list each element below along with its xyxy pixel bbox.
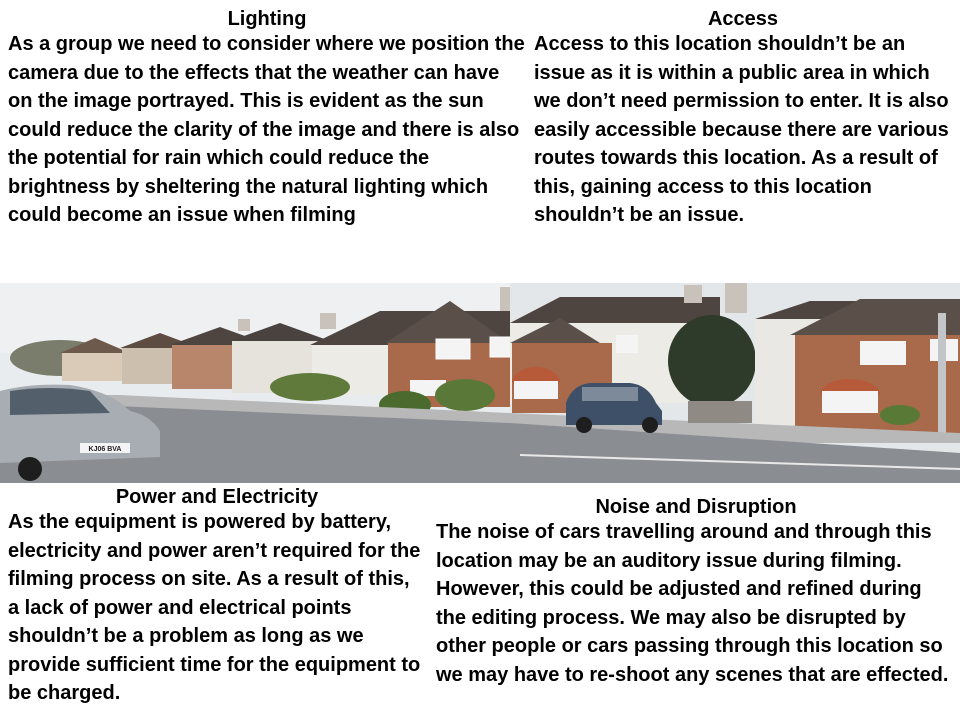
lighting-body: As a group we need to consider where we position the camera due to the effects that the weather can have on the image portrayed. This is evident as the sun could reduce the clarity of the image and there is also the potential for rain which could reduce the brightness by sheltering the natural lighting which could become an issue when filming: [8, 33, 525, 226]
lighting-heading: Lighting: [227, 8, 307, 30]
power-section: [8, 486, 426, 708]
access-section: [534, 8, 952, 230]
noise-body: The noise of cars travelling around and through this location may be an auditory issue during filming. However, this could be adjusted and refined during the editing process. We may also be disrupted by other people or cars passing through this location so we may have to re-shoot any scenes that are effected.: [436, 521, 949, 686]
noise-heading: Noise and Disruption: [595, 496, 797, 518]
power-body: As the equipment is powered by battery, electricity and power aren’t required for the filming process on site. As a result of this, a lack of power and electrical points shouldn’t be a problem as long as we provide sufficient time for the equipment to be charged.: [8, 511, 421, 704]
access-heading: Access: [707, 8, 779, 30]
lighting-section: [8, 8, 526, 230]
power-heading: Power and Electricity: [115, 486, 319, 508]
street-location-photo: [0, 283, 960, 483]
noise-section: [436, 496, 956, 689]
plate-text: KJ06 BVA: [88, 446, 122, 453]
access-body: Access to this location shouldn’t be an issue as it is within a public area in which we don’t need permission to enter. It is also easily accessible because there are various routes towards this location. As a result of this, gaining access to this location shouldn’t be an issue.: [534, 33, 949, 226]
